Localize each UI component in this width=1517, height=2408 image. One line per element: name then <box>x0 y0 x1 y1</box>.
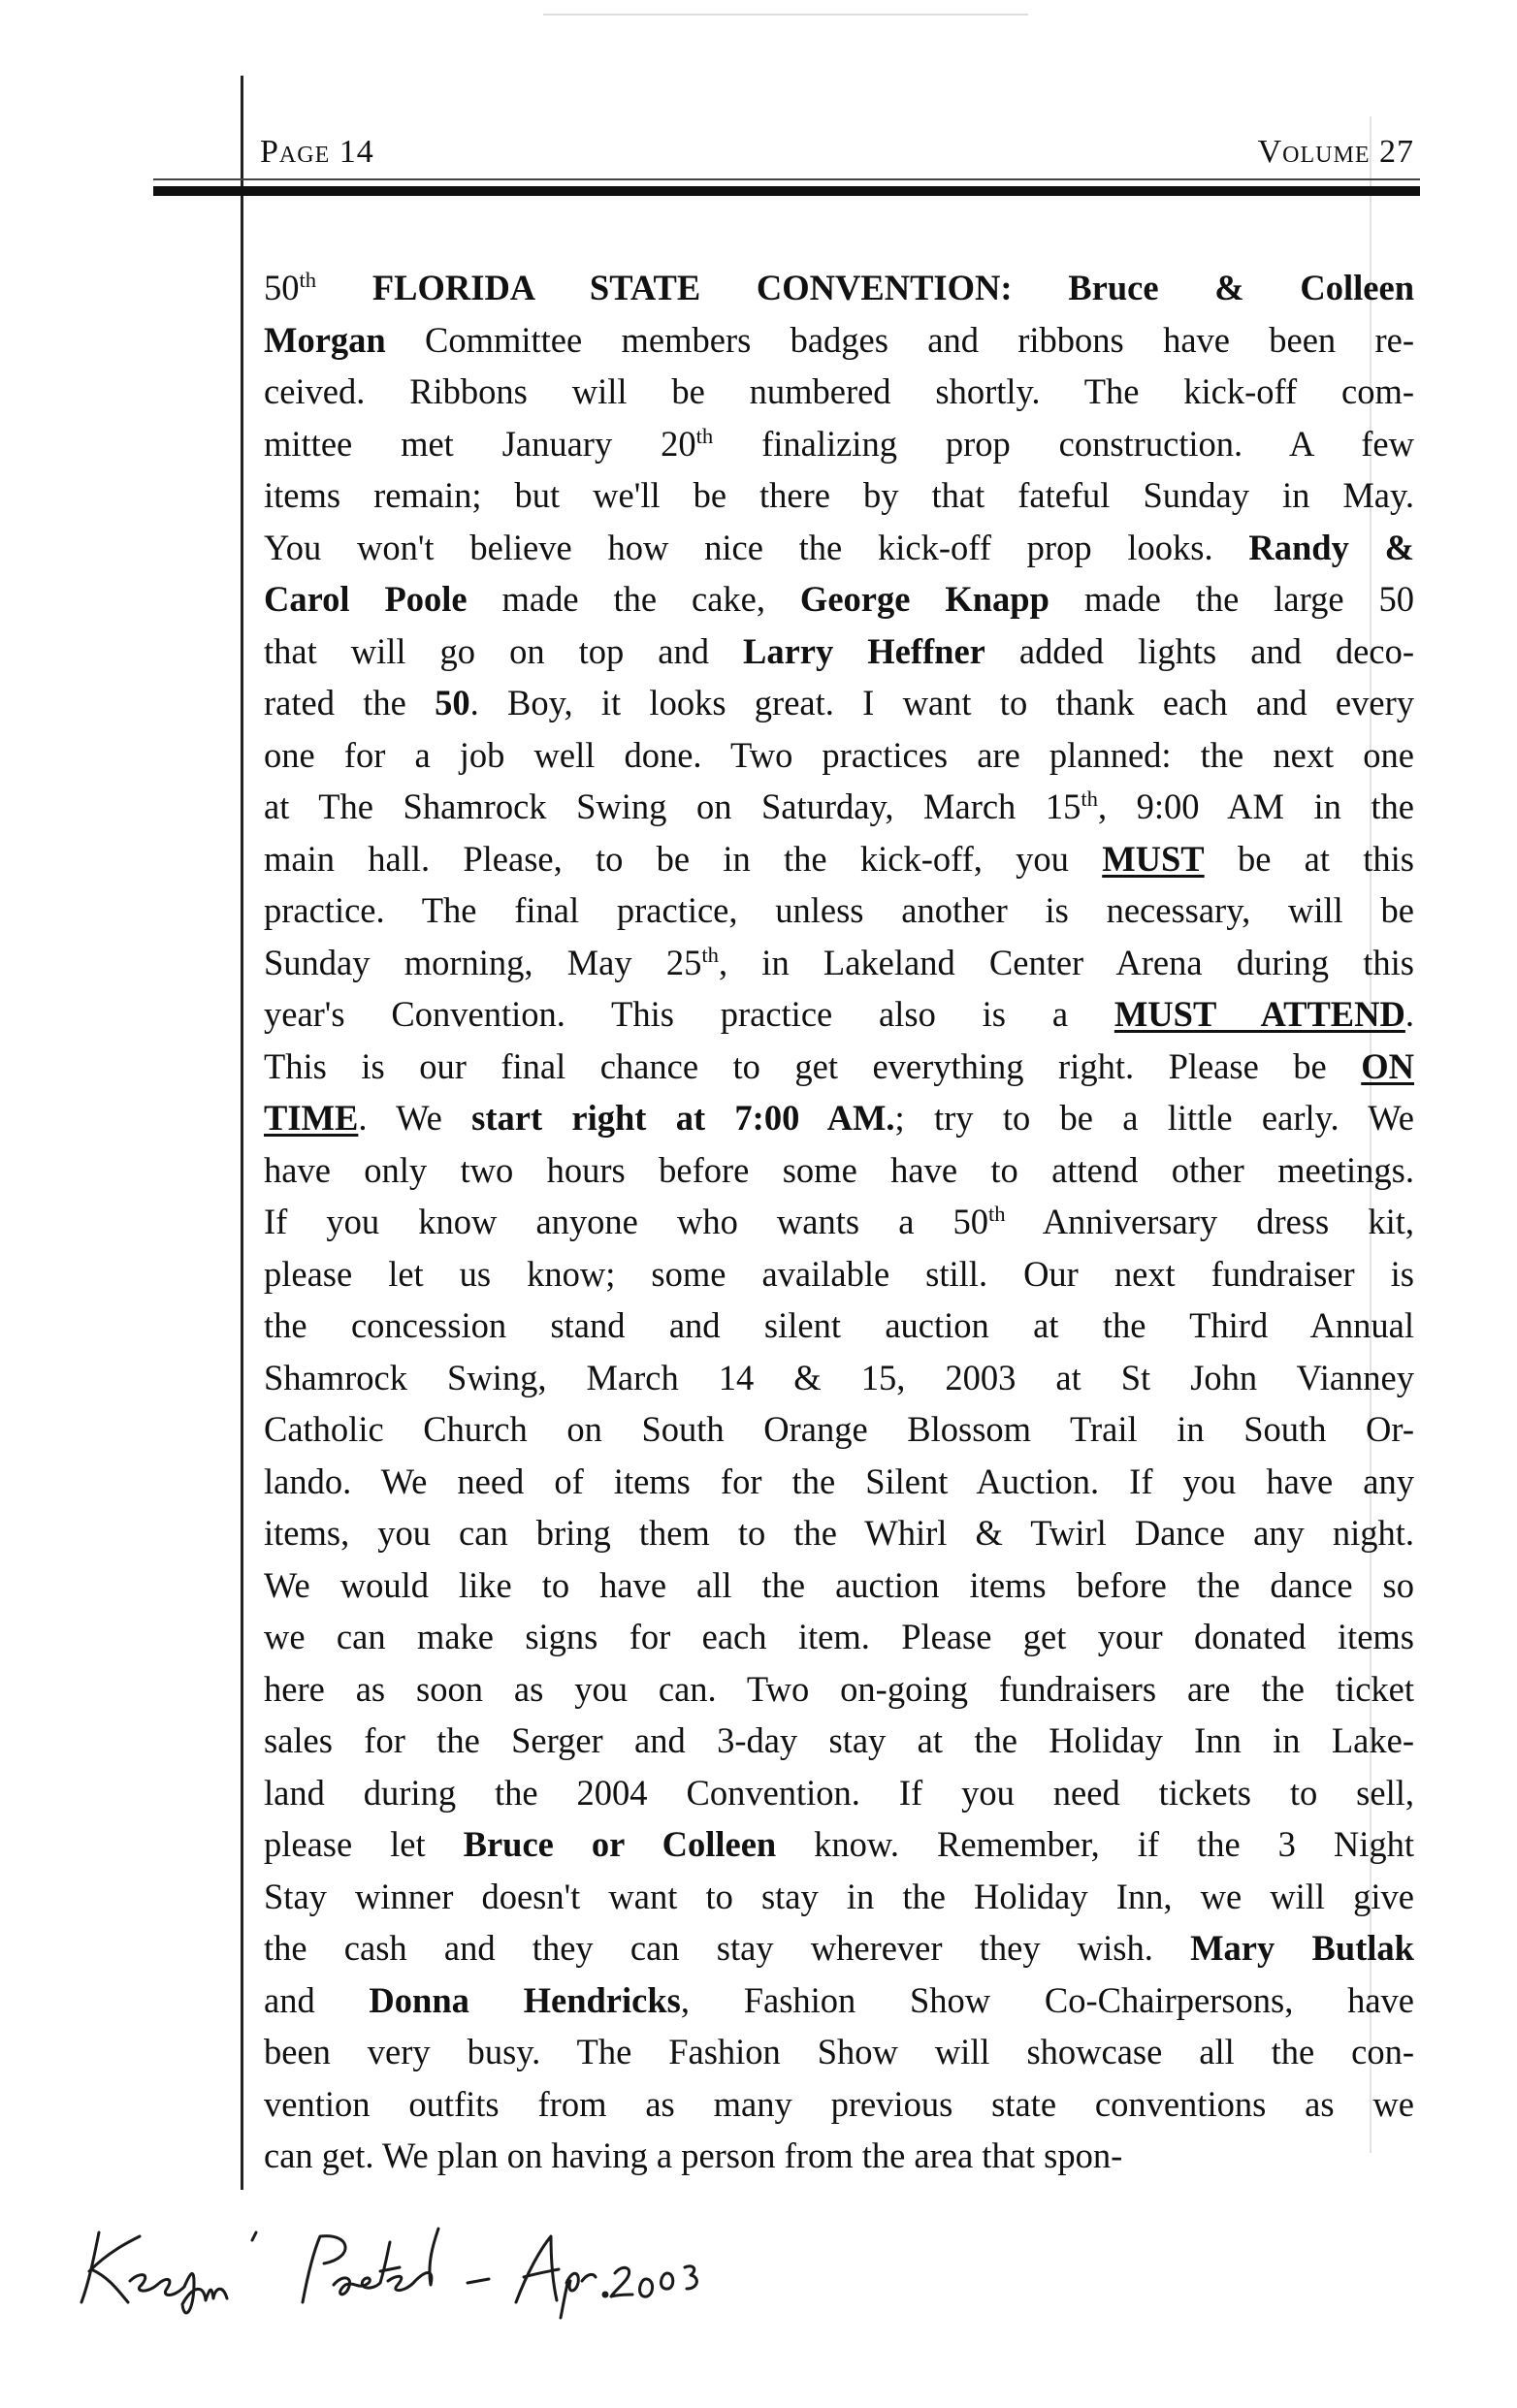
bold-text: start right at 7:00 AM. <box>471 1098 895 1138</box>
article-line <box>264 418 1414 470</box>
text-run: practice. The final practice, unless another is necessary, will be <box>264 890 1414 930</box>
article-line <box>264 522 1414 574</box>
text-run: ceived. Ribbons will be numbered shortly. The kick-off com- <box>264 371 1414 411</box>
article-line <box>264 1559 1414 1612</box>
article-line <box>264 1403 1414 1456</box>
text-run: items remain; but we'll be there by that fateful Sunday in May. <box>264 475 1414 515</box>
text-run: Catholic Church on South Orange Blossom Trail in South Or- <box>264 1409 1414 1449</box>
text-run: 50 <box>264 268 300 307</box>
text-run: We would like to have all the auction items before the dance so <box>264 1564 1414 1605</box>
article-line <box>264 729 1414 782</box>
article-line <box>264 1456 1414 1508</box>
page-number: Page 14 <box>260 134 374 170</box>
article-line <box>264 1715 1414 1767</box>
text-run: Sunday morning, May 25 <box>264 942 702 982</box>
article-line <box>264 314 1414 367</box>
bold-text: Randy & <box>1248 527 1414 567</box>
article-line <box>264 1196 1414 1248</box>
article-line <box>264 1248 1414 1300</box>
margin-rule <box>241 76 243 2190</box>
article-line <box>264 1818 1414 1871</box>
superscript: th <box>299 267 317 292</box>
text-run: rated the <box>264 683 436 722</box>
article-line <box>264 2026 1414 2078</box>
article-line <box>264 1767 1414 1819</box>
article-line <box>264 937 1414 989</box>
header-rule-thin <box>153 178 1420 180</box>
article-line <box>264 781 1414 833</box>
superscript: th <box>695 423 714 448</box>
article-line <box>264 1507 1414 1559</box>
text-run: items, you can bring them to the Whirl & Twirl Dance any night. <box>264 1513 1414 1553</box>
bold-text: FLORIDA STATE CONVENTION: Bruce & Colleen <box>316 268 1414 307</box>
text-run: , 9:00 AM in the <box>1097 787 1414 826</box>
bold-text: George Knapp <box>799 579 1049 619</box>
text-run: the cash and they can stay wherever they wish. <box>264 1928 1191 1968</box>
bold-text: ON <box>1361 1045 1414 1086</box>
superscript: th <box>988 1201 1006 1226</box>
superscript: th <box>1081 786 1098 811</box>
article-line <box>264 1300 1414 1352</box>
article-line <box>264 2078 1414 2131</box>
volume-number: Volume 27 <box>1257 134 1414 170</box>
text-run: lando. We need of items for the Silent Auction. If you have any <box>264 1461 1414 1501</box>
article-line <box>264 626 1414 678</box>
page-header <box>260 134 1414 182</box>
bold-text: TIME <box>264 1098 359 1138</box>
text-run: Committee members badges and ribbons have been re- <box>385 319 1414 360</box>
text-run: have only two hours before some have to attend other meetings. <box>264 1149 1414 1190</box>
article-line <box>264 884 1414 937</box>
handwritten-signature <box>60 2213 739 2320</box>
text-run: here as soon as you can. Two on-going fundraisers are the ticket <box>264 1668 1414 1709</box>
text-run: . <box>1404 994 1414 1034</box>
text-run: Shamrock Swing, March 14 & 15, 2003 at St John Vianney <box>264 1357 1414 1397</box>
text-run: If you know anyone who wants a 50 <box>264 1202 988 1241</box>
bold-text: Donna Hendricks <box>369 1979 681 2020</box>
text-run: main hall. Please, to be in the kick-off, you <box>264 838 1103 879</box>
article-body <box>264 262 1414 2182</box>
text-run: made the large 50 <box>1049 579 1415 619</box>
text-run: been very busy. The Fashion Show will showcase all the con- <box>264 2032 1414 2071</box>
bold-text: MUST ATTEND <box>1114 994 1405 1034</box>
article-line <box>264 988 1414 1041</box>
text-run: This is our final chance to get everything right. Please be <box>264 1045 1362 1086</box>
article-line <box>264 1092 1414 1144</box>
text-run: can get. We plan on having a person from the area that spon- <box>264 2135 1123 2175</box>
article-line <box>264 1871 1414 1923</box>
bold-text: Bruce or Colleen <box>463 1824 777 1864</box>
article-line <box>264 366 1414 418</box>
article-line <box>264 1144 1414 1197</box>
article-line <box>264 573 1414 626</box>
text-run: Stay winner doesn't want to stay in the Holiday Inn, we will give <box>264 1876 1414 1916</box>
text-run: we can make signs for each item. Please get your donated items <box>264 1617 1414 1656</box>
text-run: at The Shamrock Swing on Saturday, March 15 <box>264 787 1081 826</box>
article-line <box>264 833 1414 885</box>
bold-text: 50 <box>435 683 470 722</box>
article-line <box>264 1041 1414 1093</box>
text-run: added lights and deco- <box>984 630 1414 671</box>
article-line <box>264 1611 1414 1663</box>
text-run: , in Lakeland Center Arena during this <box>718 942 1415 982</box>
text-run: finalizing prop construction. A few <box>713 423 1414 464</box>
superscript: th <box>701 942 719 967</box>
signature-drawing <box>60 2213 739 2320</box>
text-run: be at this <box>1204 838 1414 879</box>
article-line <box>264 1975 1414 2027</box>
text-run: . Boy, it looks great. I want to thank each and every <box>469 683 1414 722</box>
article-line <box>264 1663 1414 1716</box>
article-line <box>264 1922 1414 1975</box>
article-line <box>264 1352 1414 1404</box>
text-run: the concession stand and silent auction at the Third Annual <box>264 1305 1414 1345</box>
text-run: please let us know; some available still. Our next fundraiser is <box>264 1253 1414 1294</box>
text-run: know. Remember, if the 3 Night <box>776 1824 1414 1864</box>
header-rule <box>153 186 1420 196</box>
bold-text: MUST <box>1102 838 1205 879</box>
text-run: made the cake, <box>467 579 800 619</box>
bold-text: Carol Poole <box>264 579 468 619</box>
text-run: sales for the Serger and 3-day stay at the Holiday Inn in Lake- <box>264 1720 1414 1760</box>
previous-page-edge <box>543 0 1028 16</box>
text-run: that will go on top and <box>264 630 743 671</box>
text-run: vention outfits from as many previous state conventions as we <box>264 2083 1414 2124</box>
text-run: ; try to be a little early. We <box>894 1098 1414 1138</box>
article-line <box>264 469 1414 522</box>
bold-text: Morgan <box>264 319 386 360</box>
bold-text: Mary Butlak <box>1190 1928 1414 1968</box>
text-run: mittee met January 20 <box>264 423 696 464</box>
text-run: land during the 2004 Convention. If you need tickets to sell, <box>264 1772 1414 1813</box>
text-run: year's Convention. This practice also is a <box>264 994 1114 1034</box>
text-run: Anniversary dress kit, <box>1005 1202 1414 1241</box>
text-run: one for a job well done. Two practices are planned: the next one <box>264 734 1414 775</box>
article-line <box>264 262 1414 314</box>
text-run: and <box>264 1979 370 2020</box>
text-run: , Fashion Show Co-Chairpersons, have <box>680 1979 1414 2020</box>
text-run: . We <box>358 1098 472 1138</box>
article-line <box>264 2130 1414 2182</box>
text-run: You won't believe how nice the kick-off prop looks. <box>264 527 1249 567</box>
bold-text: Larry Heffner <box>742 630 985 671</box>
text-run: please let <box>264 1824 464 1864</box>
article-line <box>264 677 1414 729</box>
